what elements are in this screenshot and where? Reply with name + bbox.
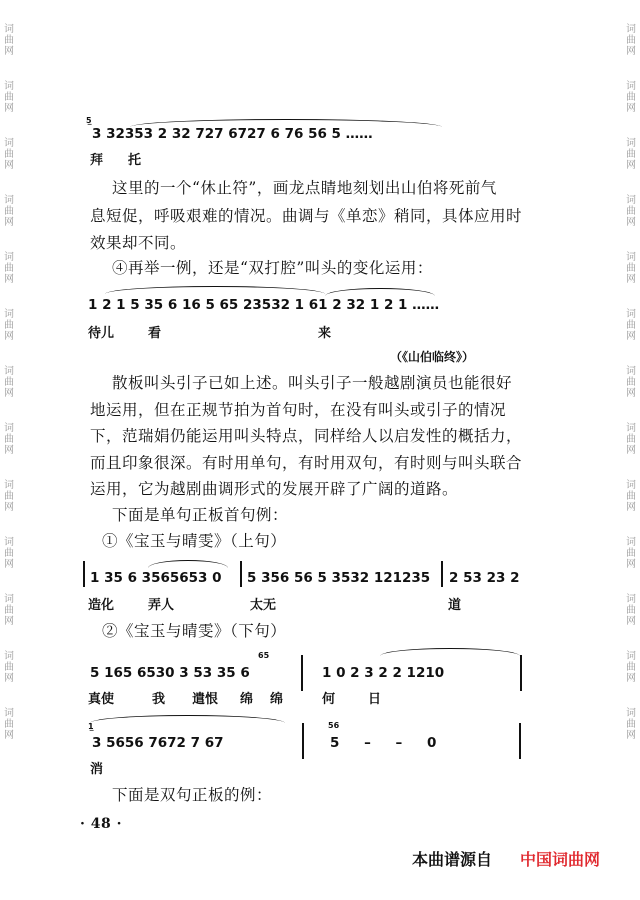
watermark-char: 曲 — [626, 662, 636, 673]
watermark-char: 曲 — [4, 92, 14, 103]
source-citation: （《山伯临终》） — [390, 350, 475, 364]
watermark-char: 网 — [4, 559, 14, 570]
watermark-char: 曲 — [4, 263, 14, 274]
watermark-char: 词 — [626, 252, 636, 263]
example-title: ②《宝玉与晴雯》（下句） — [102, 622, 287, 640]
watermark-char: 词 — [626, 195, 636, 206]
watermark-group — [626, 195, 636, 228]
watermark-char: 词 — [4, 480, 14, 491]
watermark-char: 网 — [4, 730, 14, 741]
watermark-group — [626, 81, 636, 114]
lyric: 看 — [148, 326, 162, 341]
paragraph-line: 下面是双句正板的例： — [112, 786, 273, 804]
lyric: 太无 — [250, 598, 277, 613]
watermark-char: 网 — [4, 217, 14, 228]
lyric: 真使 — [88, 692, 115, 707]
slur — [325, 288, 435, 296]
lyric: 道 — [448, 598, 462, 613]
paragraph-line: 运用，它为越剧曲调形式的发展开辟了广阔的道路。 — [90, 480, 459, 498]
lyric: 拜 — [90, 153, 104, 168]
score-line-2: 1 2 1 5 35 6 16 5 65 23532 1 61 2 32 1 2 1 …… — [88, 297, 440, 313]
watermark-char: 曲 — [626, 548, 636, 559]
watermark-char: 曲 — [626, 92, 636, 103]
watermark-group — [626, 708, 636, 741]
watermark-group — [4, 423, 14, 456]
paragraph-line: ④再举一例，还是“双打腔”叫头的变化运用： — [112, 259, 433, 277]
lyric: 何 — [322, 692, 336, 707]
paragraph-line: 而且印象很深。有时用单句，有时用双句，有时则与叫头联合 — [90, 454, 523, 472]
barline — [302, 723, 304, 759]
watermark-char: 曲 — [4, 434, 14, 445]
watermark-char: 曲 — [4, 605, 14, 616]
barline — [301, 655, 303, 691]
watermark-group — [4, 195, 14, 228]
watermark-group — [626, 309, 636, 342]
page-number: · 48 · — [80, 816, 122, 832]
slur — [90, 715, 285, 723]
watermark-char: 网 — [626, 445, 636, 456]
watermark-char: 网 — [626, 730, 636, 741]
watermark-group — [626, 366, 636, 399]
watermark-char: 网 — [4, 502, 14, 513]
watermark-char: 曲 — [626, 206, 636, 217]
paragraph-line: 下，范瑞娟仍能运用叫头特点，同样给人以启发性的概括力， — [90, 427, 523, 445]
time-signature: 5̲ — [86, 116, 92, 125]
score-notes: 2 53 23 2 — [449, 570, 520, 586]
watermark-group — [626, 24, 636, 57]
lyric: 弄人 — [148, 598, 175, 613]
watermark-char: 网 — [626, 217, 636, 228]
credit-site: 中国词曲网 — [520, 850, 601, 869]
example-title: ①《宝玉与晴雯》（上句） — [102, 532, 287, 550]
paragraph-line: 下面是单句正板首句例： — [112, 506, 289, 524]
lyric: 造化 — [88, 598, 115, 613]
watermark-char: 词 — [626, 537, 636, 548]
watermark-char: 词 — [626, 309, 636, 320]
watermark-char: 词 — [4, 594, 14, 605]
watermark-char: 词 — [4, 366, 14, 377]
watermark-char: 网 — [626, 103, 636, 114]
watermark-char: 曲 — [626, 719, 636, 730]
watermark-char: 词 — [626, 24, 636, 35]
watermark-char: 网 — [4, 616, 14, 627]
watermark-group — [626, 252, 636, 285]
watermark-char: 曲 — [4, 719, 14, 730]
lyric: 待儿 — [88, 326, 115, 341]
slur — [380, 648, 520, 656]
watermark-char: 曲 — [626, 605, 636, 616]
watermark-char: 词 — [4, 537, 14, 548]
watermark-group — [4, 309, 14, 342]
paragraph-line: 散板叫头引子已如上述。叫头引子一般越剧演员也能很好 — [112, 374, 513, 392]
credit-label: 本曲谱源自 — [412, 850, 493, 869]
watermark-char: 词 — [626, 81, 636, 92]
watermark-group — [4, 81, 14, 114]
barline — [441, 561, 443, 587]
paragraph-line: 效果却不同。 — [90, 234, 187, 252]
watermark-char: 词 — [4, 81, 14, 92]
grace-note: 56 — [328, 721, 340, 730]
time-signature: 1̲ — [88, 722, 94, 731]
barline — [83, 561, 85, 587]
watermark-char: 网 — [4, 274, 14, 285]
watermark-char: 曲 — [626, 320, 636, 331]
watermark-char: 网 — [626, 559, 636, 570]
watermark-char: 网 — [626, 46, 636, 57]
left-watermark — [2, 0, 16, 900]
watermark-char: 词 — [4, 651, 14, 662]
watermark-group — [4, 252, 14, 285]
watermark-char: 词 — [4, 309, 14, 320]
lyric: 绵 — [240, 692, 254, 707]
watermark-char: 词 — [626, 651, 636, 662]
right-watermark — [624, 0, 638, 900]
lyric: 日 — [368, 692, 382, 707]
watermark-group — [4, 24, 14, 57]
lyric: 消 — [90, 762, 104, 777]
watermark-char: 网 — [626, 274, 636, 285]
slur — [105, 286, 325, 294]
watermark-char: 网 — [4, 46, 14, 57]
watermark-char: 网 — [4, 160, 14, 171]
watermark-group — [626, 423, 636, 456]
watermark-char: 词 — [626, 708, 636, 719]
watermark-char: 词 — [626, 480, 636, 491]
score-notes: 1 35 6 3565653 0 — [90, 570, 222, 586]
slur — [148, 560, 228, 568]
watermark-char: 网 — [4, 673, 14, 684]
watermark-group — [626, 480, 636, 513]
watermark-group — [4, 708, 14, 741]
watermark-char: 词 — [4, 138, 14, 149]
paragraph-line: 息短促，呼吸艰难的情况。曲调与《单恋》稍同，具体应用时 — [90, 207, 523, 225]
lyric: 托 — [128, 153, 142, 168]
watermark-char: 网 — [4, 388, 14, 399]
paragraph-line: 这里的一个“休止符”，画龙点睛地刻划出山伯将死前气 — [112, 179, 497, 197]
watermark-group — [4, 594, 14, 627]
watermark-char: 曲 — [4, 35, 14, 46]
watermark-group — [626, 138, 636, 171]
watermark-char: 词 — [4, 252, 14, 263]
lyric: 我 — [152, 692, 166, 707]
score-notes: 5 165 6530 3 53 35 6 — [90, 665, 250, 681]
score-line-1: 3 32353 2 32 727 6727 6 76 56 5 …… — [92, 126, 373, 142]
lyric: 来 — [318, 326, 332, 341]
watermark-char: 网 — [626, 673, 636, 684]
watermark-group — [4, 138, 14, 171]
grace-note: 65 — [258, 651, 270, 660]
watermark-group — [4, 537, 14, 570]
watermark-char: 词 — [4, 24, 14, 35]
watermark-char: 网 — [4, 445, 14, 456]
watermark-char: 曲 — [4, 491, 14, 502]
watermark-char: 曲 — [4, 149, 14, 160]
watermark-char: 词 — [626, 366, 636, 377]
watermark-group — [4, 480, 14, 513]
watermark-char: 词 — [626, 594, 636, 605]
paragraph-line: 地运用，但在正规节拍为首句时，在没有叫头或引子的情况 — [90, 401, 507, 419]
lyric: 绵 — [270, 692, 284, 707]
watermark-char: 网 — [4, 331, 14, 342]
watermark-char: 词 — [4, 708, 14, 719]
barline — [240, 561, 242, 587]
watermark-char: 网 — [626, 388, 636, 399]
watermark-group — [4, 366, 14, 399]
watermark-char: 曲 — [626, 35, 636, 46]
watermark-char: 曲 — [4, 377, 14, 388]
watermark-char: 曲 — [626, 434, 636, 445]
barline — [519, 723, 521, 759]
watermark-char: 网 — [626, 502, 636, 513]
watermark-char: 网 — [626, 160, 636, 171]
watermark-char: 曲 — [4, 206, 14, 217]
watermark-char: 网 — [626, 616, 636, 627]
lyric: 遣恨 — [192, 692, 219, 707]
score-notes: 5 – – 0 — [330, 735, 437, 751]
watermark-group — [4, 651, 14, 684]
watermark-char: 曲 — [626, 263, 636, 274]
watermark-group — [626, 651, 636, 684]
watermark-char: 词 — [626, 423, 636, 434]
score-notes: 3 5656 7672 7 67 — [92, 735, 224, 751]
watermark-char: 曲 — [626, 491, 636, 502]
watermark-group — [626, 594, 636, 627]
watermark-char: 词 — [4, 423, 14, 434]
watermark-char: 曲 — [4, 662, 14, 673]
watermark-char: 曲 — [626, 377, 636, 388]
score-notes: 1 0 2 3 2 2 1210 — [322, 665, 445, 681]
watermark-group — [626, 537, 636, 570]
score-notes: 5 356 56 5 3532 121235 — [247, 570, 431, 586]
watermark-char: 网 — [4, 103, 14, 114]
watermark-char: 曲 — [4, 548, 14, 559]
watermark-char: 网 — [626, 331, 636, 342]
barline — [520, 655, 522, 691]
watermark-char: 词 — [626, 138, 636, 149]
watermark-char: 曲 — [626, 149, 636, 160]
watermark-char: 词 — [4, 195, 14, 206]
watermark-char: 曲 — [4, 320, 14, 331]
